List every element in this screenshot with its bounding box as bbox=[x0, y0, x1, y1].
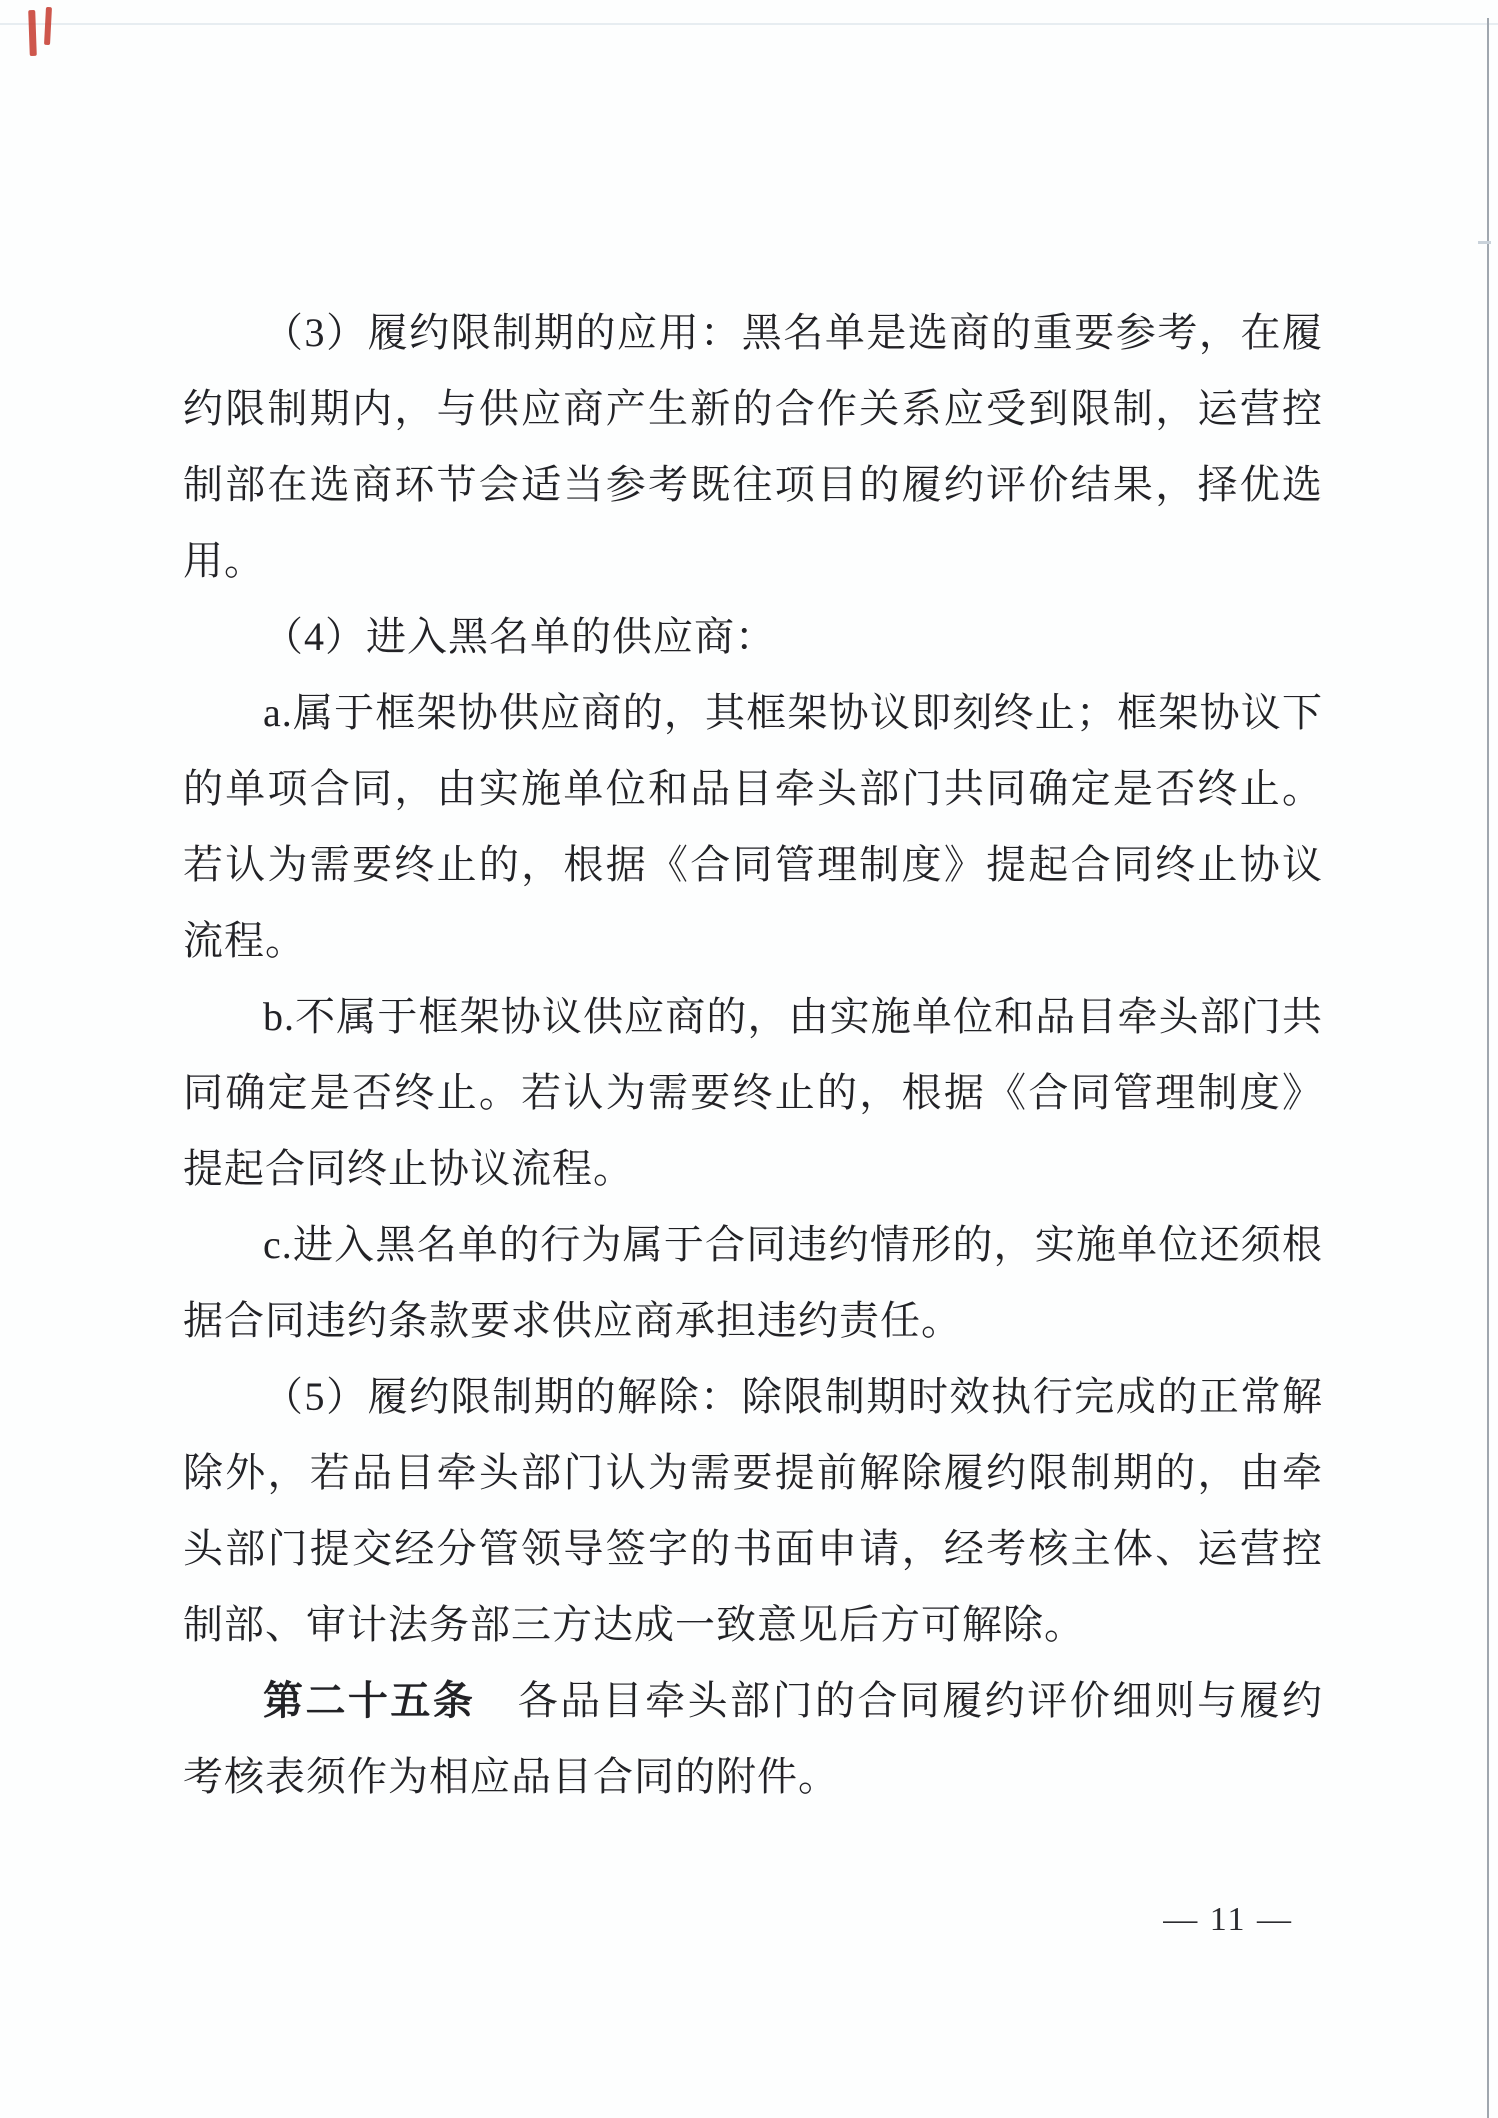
text-line: 考核表须作为相应品目合同的附件。 bbox=[183, 1754, 839, 1799]
text-line: 的单项合同，由实施单位和品目牵头部门共同确定是否终止。 bbox=[183, 766, 1323, 811]
text-line: 第二十五条 各品目牵头部门的合同履约评价细则与履约 bbox=[263, 1678, 1323, 1723]
red-ink-mark bbox=[44, 7, 52, 45]
text-line: a.属于框架协供应商的，其框架协议即刻终止；框架协议下 bbox=[263, 690, 1323, 735]
text-line: （5）履约限制期的解除：除限制期时效执行完成的正常解 bbox=[263, 1374, 1323, 1419]
scan-artifact-top-line bbox=[0, 23, 1498, 25]
text-line: 制部在选商环节会适当参考既往项目的履约评价结果，择优选 bbox=[183, 462, 1323, 507]
text-line: 头部门提交经分管领导签字的书面申请，经考核主体、运营控 bbox=[183, 1526, 1323, 1571]
text-line: 据合同违约条款要求供应商承担违约责任。 bbox=[183, 1298, 962, 1343]
text-line: 制部、审计法务部三方达成一致意见后方可解除。 bbox=[183, 1602, 1085, 1647]
scan-artifact-tick bbox=[1478, 241, 1491, 244]
text-line: b.不属于框架协议供应商的，由实施单位和品目牵头部门共 bbox=[263, 994, 1323, 1039]
text-line: 同确定是否终止。若认为需要终止的，根据《合同管理制度》 bbox=[183, 1070, 1323, 1115]
text-line: 用。 bbox=[183, 538, 265, 583]
page-edge-line bbox=[1487, 18, 1489, 2118]
text-line: （4）进入黑名单的供应商： bbox=[263, 614, 776, 659]
text-line: 流程。 bbox=[183, 918, 306, 963]
article-number-label: 第二十五条 bbox=[263, 1678, 476, 1723]
text-line: 约限制期内，与供应商产生新的合作关系应受到限制，运营控 bbox=[183, 386, 1323, 431]
text-line: 提起合同终止协议流程。 bbox=[183, 1146, 634, 1191]
text-line: 除外，若品目牵头部门认为需要提前解除履约限制期的，由牵 bbox=[183, 1450, 1323, 1495]
page-number: — 11 — bbox=[1163, 1901, 1293, 1938]
document-body bbox=[183, 295, 1323, 1815]
text-line: 若认为需要终止的，根据《合同管理制度》提起合同终止协议 bbox=[183, 842, 1323, 887]
text-line: （3）履约限制期的应用：黑名单是选商的重要参考，在履 bbox=[263, 310, 1323, 355]
text-line: c.进入黑名单的行为属于合同违约情形的，实施单位还须根 bbox=[263, 1222, 1323, 1267]
red-ink-mark bbox=[28, 10, 37, 56]
